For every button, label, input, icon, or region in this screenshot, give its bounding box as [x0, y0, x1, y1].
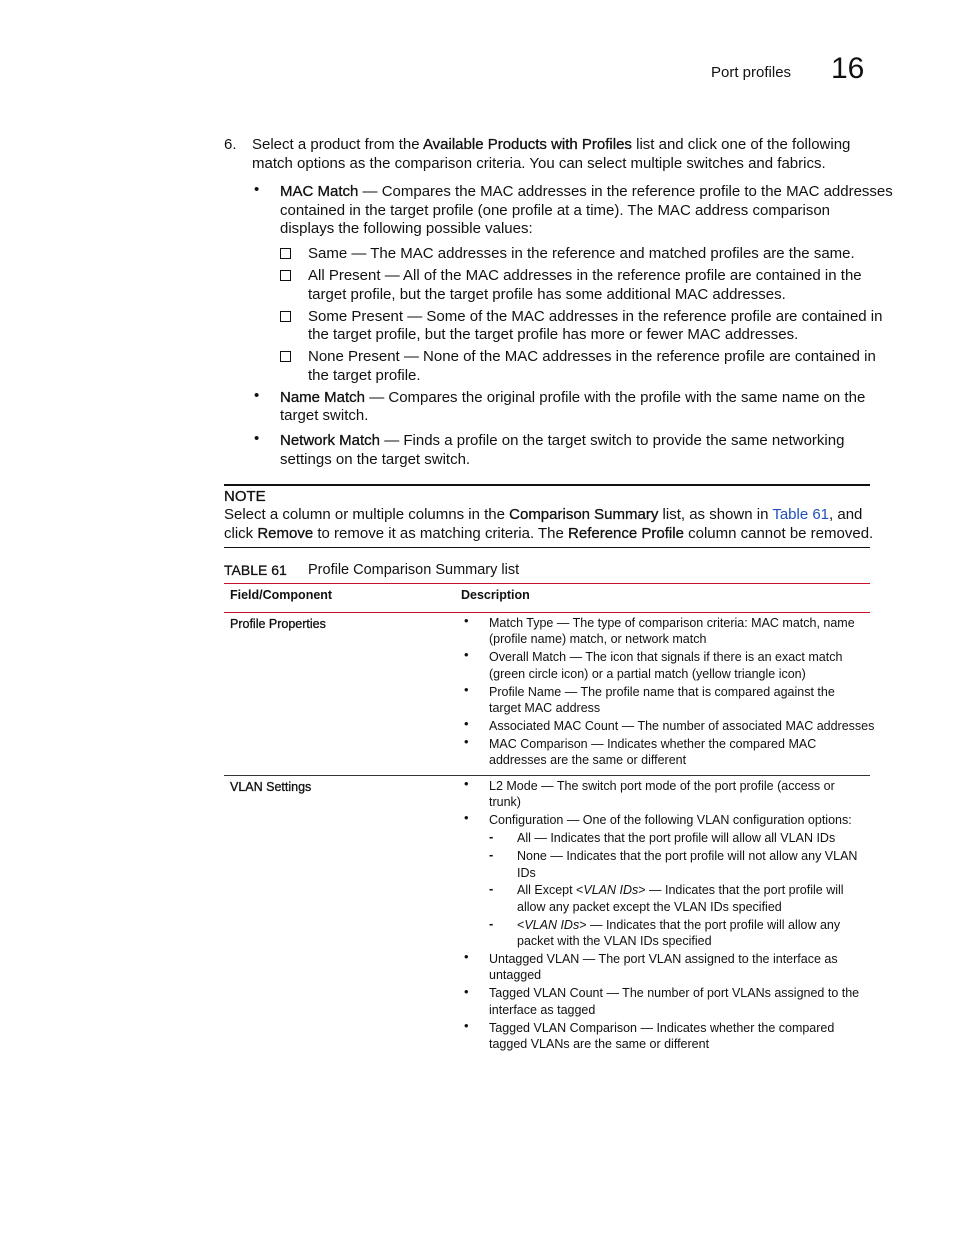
- table-top-rule: [224, 583, 870, 584]
- list-item: Profile Name — The profile name that is compared against the: [489, 685, 835, 699]
- network-match-line-2: settings on the target switch.: [280, 451, 471, 468]
- sub-list-item: packet with the VLAN IDs specified: [517, 934, 712, 948]
- checkbox-bullet-icon: [280, 270, 291, 281]
- mac-value-all-present-2: target profile, but the target profile has some additional MAC addresses.: [308, 286, 786, 303]
- bullet-icon: •: [464, 682, 469, 697]
- step-number: 6.: [224, 136, 237, 153]
- mac-value-some-present: Some Present — Some of the MAC addresses in the reference profile are contained in: [308, 308, 883, 325]
- bullet-icon: •: [464, 949, 469, 964]
- bullet-icon: •: [464, 647, 469, 662]
- list-item: interface as tagged: [489, 1003, 596, 1017]
- bullet-icon: •: [254, 387, 260, 404]
- bullet-icon: •: [464, 734, 469, 749]
- dash-bullet-icon: -: [489, 916, 494, 931]
- note-heading: NOTE: [224, 488, 266, 505]
- list-item: Associated MAC Count — The number of associated MAC addresses: [489, 719, 875, 733]
- bullet-icon: •: [464, 810, 469, 825]
- mac-match-line-3: displays the following possible values:: [280, 220, 533, 237]
- column-header-description: Description: [461, 588, 530, 602]
- bullet-icon: •: [254, 430, 260, 447]
- list-item: (green circle icon) or a partial match (yellow triangle icon): [489, 667, 806, 681]
- list-item: Tagged VLAN Comparison — Indicates whether the compared: [489, 1021, 835, 1035]
- sub-list-item: None — Indicates that the port profile will not allow any VLAN: [517, 849, 858, 863]
- list-item: untagged: [489, 968, 542, 982]
- checkbox-bullet-icon: [280, 248, 291, 259]
- bullet-icon: •: [254, 181, 260, 198]
- list-item: target MAC address: [489, 701, 601, 715]
- row-field-vlan-settings: VLAN Settings: [230, 780, 312, 794]
- sub-list-item: allow any packet except the VLAN IDs specified: [517, 900, 782, 914]
- checkbox-bullet-icon: [280, 311, 291, 322]
- step-line-2: match options as the comparison criteria. You can select multiple switches and fabrics.: [252, 155, 826, 172]
- note-line-1: Select a column or multiple columns in the Comparison Summary list, as shown in Table 61, and: [224, 506, 863, 523]
- bullet-icon: •: [464, 1018, 469, 1033]
- name-match-line-1: Name Match — Compares the original profile with the profile with the same name on the: [280, 389, 866, 406]
- sub-list-item: IDs: [517, 866, 536, 880]
- network-match-line-1: Network Match — Finds a profile on the target switch to provide the same networking: [280, 432, 845, 449]
- section-title: Port profiles: [711, 64, 792, 81]
- column-header-field: Field/Component: [230, 588, 333, 602]
- mac-value-none-present-2: the target profile.: [308, 367, 421, 384]
- mac-value-all-present: All Present — All of the MAC addresses in the reference profile are contained in the: [308, 267, 862, 284]
- bullet-icon: •: [464, 984, 469, 999]
- mac-match-line-1: MAC Match — Compares the MAC addresses in the reference profile to the MAC addresses: [280, 183, 893, 200]
- table-61-link[interactable]: Table 61: [772, 506, 830, 523]
- list-item: Untagged VLAN — The port VLAN assigned to the interface as: [489, 952, 838, 966]
- table-row-rule: [224, 775, 870, 776]
- bullet-icon: •: [464, 716, 469, 731]
- sub-list-item: All — Indicates that the port profile will allow all VLAN IDs: [517, 831, 836, 845]
- note-line-2: click Remove to remove it as matching criteria. The Reference Profile column cannot be removed.: [224, 525, 874, 542]
- list-item: tagged VLANs are the same or different: [489, 1037, 710, 1051]
- mac-value-none-present: None Present — None of the MAC addresses in the reference profile are contained in: [308, 348, 876, 365]
- mac-match-line-2: contained in the target profile (one profile at a time). The MAC address comparison: [280, 202, 831, 219]
- bullet-icon: •: [464, 776, 469, 791]
- list-item: Overall Match — The icon that signals if there is an exact match: [489, 650, 843, 664]
- list-item: Configuration — One of the following VLAN configuration options:: [489, 813, 852, 827]
- checkbox-bullet-icon: [280, 351, 291, 362]
- mac-value-same: Same — The MAC addresses in the reference and matched profiles are the same.: [308, 245, 855, 262]
- table-caption: Profile Comparison Summary list: [308, 562, 520, 578]
- mac-value-some-present-2: the target profile, but the target profile has more or fewer MAC addresses.: [308, 326, 799, 343]
- row-field-profile-properties: Profile Properties: [230, 617, 326, 631]
- list-item: trunk): [489, 795, 521, 809]
- note-bottom-rule: [224, 547, 870, 548]
- note-top-rule: [224, 484, 870, 486]
- dash-bullet-icon: -: [489, 829, 494, 844]
- step-line-1: Select a product from the Available Products with Profiles list and click one of the following: [252, 136, 851, 153]
- list-item: Match Type — The type of comparison criteria: MAC match, name: [489, 616, 855, 630]
- name-match-line-2: target switch.: [280, 407, 369, 424]
- bullet-icon: •: [464, 613, 469, 628]
- sub-list-item: All Except <VLAN IDs> — Indicates that the port profile will: [517, 883, 844, 897]
- sub-list-item: <VLAN IDs> — Indicates that the port profile will allow any: [517, 918, 841, 932]
- dash-bullet-icon: -: [489, 881, 494, 896]
- list-item: MAC Comparison — Indicates whether the compared MAC: [489, 737, 817, 751]
- chapter-number: 16: [831, 52, 865, 85]
- table-label: TABLE 61: [224, 562, 287, 578]
- list-item: L2 Mode — The switch port mode of the port profile (access or: [489, 779, 835, 793]
- dash-bullet-icon: -: [489, 847, 494, 862]
- list-item: addresses are the same or different: [489, 753, 687, 767]
- list-item: (profile name) match, or network match: [489, 632, 707, 646]
- list-item: Tagged VLAN Count — The number of port VLANs assigned to the: [489, 986, 860, 1000]
- table-header-rule: [224, 612, 870, 613]
